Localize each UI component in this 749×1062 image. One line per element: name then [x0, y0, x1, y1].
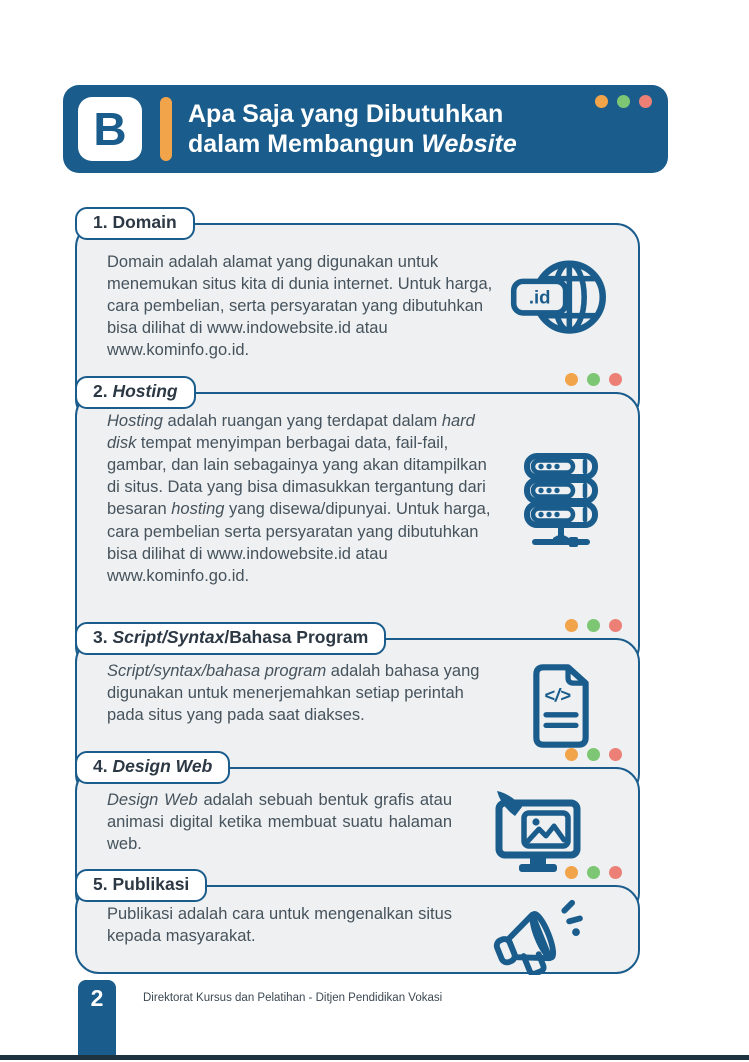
- section-body-design: Design Web adalah sebuah bentuk grafis atau animasi digital ketika membuat suatu halaman web.: [107, 791, 452, 854]
- page-title-line1: Apa Saja yang Dibutuhkan: [188, 100, 504, 128]
- orange-dot-icon: [565, 373, 578, 386]
- megaphone-icon: [488, 897, 586, 975]
- decorative-dots: [565, 866, 622, 879]
- code-document-icon: [517, 660, 605, 752]
- green-dot-icon: [587, 373, 600, 386]
- svg-text:.id: .id: [528, 286, 550, 308]
- orange-dot-icon: [565, 748, 578, 761]
- bottom-bar: [0, 1055, 749, 1060]
- decorative-dots: [565, 748, 622, 761]
- section-tab-hosting: 2. Hosting: [75, 376, 196, 409]
- page-number-tab: [78, 980, 116, 1057]
- red-dot-icon: [609, 619, 622, 632]
- footer-text: Direktorat Kursus dan Pelatihan - Ditjen Pendidikan Vokasi: [143, 992, 443, 1004]
- section-body-publikasi: Publikasi adalah cara untuk mengenalkan situs kepada masyarakat.: [107, 905, 452, 946]
- decorative-dots: [565, 373, 622, 386]
- green-dot-icon: [587, 866, 600, 879]
- red-dot-icon: [609, 373, 622, 386]
- chapter-header: [63, 85, 668, 173]
- section-tab-domain: 1. Domain: [75, 207, 195, 240]
- red-dot-icon: [609, 748, 622, 761]
- section-tab-publikasi: 5. Publikasi: [75, 869, 207, 902]
- orange-dot-icon: [595, 95, 608, 108]
- decorative-dots: [595, 95, 652, 108]
- red-dot-icon: [609, 866, 622, 879]
- server-hosting-icon: [511, 446, 611, 558]
- svg-text:</>: </>: [543, 684, 571, 706]
- section-body-script: Script/syntax/bahasa program adalah bahasa yang digunakan untuk menerjemahkan setiap perintah pada situs yang pada saat diakses.: [107, 662, 480, 725]
- red-dot-icon: [639, 95, 652, 108]
- section-content: [77, 769, 638, 879]
- section-tab-design: 4. Design Web: [75, 751, 230, 784]
- orange-dot-icon: [565, 619, 578, 632]
- chapter-letter-badge: B: [78, 97, 142, 161]
- section-content: [77, 394, 638, 587]
- orange-dot-icon: [565, 866, 578, 879]
- page-title: [188, 99, 517, 159]
- page-title-line2: dalam Membangun Website: [188, 130, 517, 158]
- green-dot-icon: [587, 619, 600, 632]
- accent-bar: [160, 97, 172, 161]
- green-dot-icon: [587, 748, 600, 761]
- section-tab-script: 3. Script/Syntax/Bahasa Program: [75, 622, 386, 655]
- section-content: [77, 225, 638, 362]
- page-number: 2: [90, 985, 104, 1011]
- green-dot-icon: [617, 95, 630, 108]
- section-body-hosting: Hosting adalah ruangan yang terdapat dalam hard disk tempat menyimpan berbagai data, fail-fail, gambar, dan lain sebagainya yang akan ditampilkan di situs. Data yang bisa dimasukkan tergantung dari besaran hosting yang disewa/dipunyai. Untuk harga, cara pembelian serta persyaratan yang dibutuhkan bisa dilihat di www.indowebsite.id atau www.kominfo.go.id.: [107, 412, 491, 585]
- decorative-dots: [565, 619, 622, 632]
- section-body-domain: Domain adalah alamat yang digunakan untuk menemukan situs kita di dunia internet. Untuk harga, cara pembelian, serta persyaratan yang dibutuhkan bisa dilihat di www.indowebsite.id atau www.kominfo.go.id.: [107, 253, 493, 360]
- section-panel-publikasi: [75, 874, 640, 974]
- section-content: [77, 640, 638, 752]
- globe-domain-icon: [510, 251, 612, 347]
